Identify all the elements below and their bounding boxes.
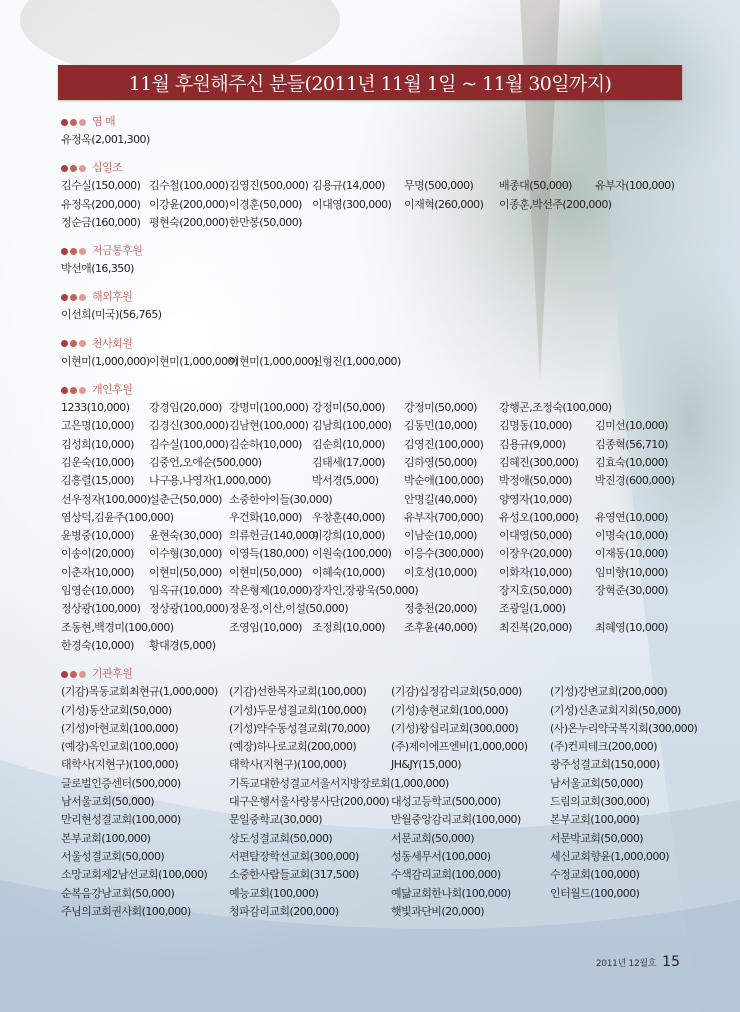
donor-entry: 정상광(100,000)	[61, 602, 141, 616]
donor-entry: 서편탐장학선교회(300,000)	[229, 849, 359, 863]
donor-entry: 1233(10,000)	[61, 401, 130, 415]
donor-entry: 설춘근(50,000)	[149, 492, 222, 506]
donor-entry: 조영임(10,000)	[229, 620, 302, 634]
donor-entry: 이원숙(100,000)	[312, 547, 392, 561]
donor-list	[61, 113, 701, 931]
donor-entry: 유영연(10,000)	[595, 510, 668, 524]
donor-entry: 김혜진(300,000)	[499, 455, 579, 469]
donor-row	[61, 399, 701, 417]
donor-row	[61, 564, 701, 582]
donor-entry: 만리현성결교회(100,000)	[61, 813, 181, 827]
donor-entry: 반월중앙감리교회(100,000)	[391, 813, 521, 827]
donor-entry: 유성오(100,000)	[499, 510, 579, 524]
donor-entry: (기성)왕십리교회(300,000)	[391, 721, 519, 735]
donor-entry: 기독교대한성결교서울서지방장로회(1,000,000)	[229, 776, 449, 790]
donor-entry: 신형진(1,000,000)	[312, 354, 401, 368]
donor-entry: 박정애(50,000)	[499, 474, 572, 488]
donor-entry: 수색감리교회(100,000)	[391, 868, 501, 882]
donor-entry: 이현미(50,000)	[149, 565, 222, 579]
donor-entry: 김흥렬(15,000)	[61, 474, 134, 488]
donor-entry: 이경훈(50,000)	[229, 197, 302, 211]
issue-label: 2011년 12월호	[595, 959, 657, 969]
donor-section	[61, 242, 701, 278]
donor-entry: 조정희(10,000)	[312, 620, 385, 634]
donor-entry: 박서경(5,000)	[312, 474, 379, 488]
section-heading	[61, 159, 701, 177]
donor-entry: 김효숙(10,000)	[595, 455, 668, 469]
donor-entry: 김용규(9,000)	[499, 437, 566, 451]
donor-row	[61, 903, 701, 921]
donor-entry: 태학사(지현구)(100,000)	[61, 758, 179, 772]
donor-row	[61, 454, 701, 472]
section-heading	[61, 335, 701, 353]
donor-section	[61, 288, 701, 324]
donor-entry: 이장우(20,000)	[499, 547, 572, 561]
donor-entry: 김영진(100,000)	[404, 437, 484, 451]
donor-row	[61, 353, 701, 371]
donor-row	[61, 619, 701, 637]
donor-entry: 김수실(100,000)	[149, 437, 229, 451]
section-heading	[61, 113, 701, 131]
donor-entry: 한만봉(50,000)	[229, 215, 302, 229]
donor-entry: 본부교회(100,000)	[550, 813, 640, 827]
donor-entry: 김남현(100,000)	[229, 419, 309, 433]
donor-row	[61, 811, 701, 829]
donor-entry: 서울성결교회(50,000)	[61, 849, 165, 863]
bullet-dots-icon	[61, 165, 86, 172]
donor-entry: JH&JY(15,000)	[391, 758, 461, 772]
donor-row	[61, 436, 701, 454]
donor-entry: 이강윤(200,000)	[149, 197, 229, 211]
donor-row	[61, 830, 701, 848]
donor-entry: 남서울교회(50,000)	[61, 795, 155, 809]
donor-entry: 이재동(10,000)	[595, 547, 668, 561]
donor-entry: (기감)십정감리교회(50,000)	[391, 685, 522, 699]
donor-entry: 대성고등학교(500,000)	[391, 795, 501, 809]
donor-entry: (기성)신촌교회지회(50,000)	[550, 703, 681, 717]
donor-entry: 정운정,이산,이설(50,000)	[229, 602, 349, 616]
donor-entry: 이송이(20,000)	[61, 547, 134, 561]
donor-entry: 박진경(600,000)	[595, 474, 675, 488]
section-heading	[61, 242, 701, 260]
page-number: 15	[662, 954, 680, 970]
donor-entry: 고은명(10,000)	[61, 419, 134, 433]
donor-entry: 이현미(1,000,000)	[61, 354, 150, 368]
donor-entry: 황대경(5,000)	[149, 638, 216, 652]
donor-entry: 이종훈,박선주(200,000)	[499, 197, 612, 211]
donor-entry: 김수실(150,000)	[61, 179, 141, 193]
donor-entry: 무명(500,000)	[404, 179, 474, 193]
donor-entry: 염상덕,김윤주(100,000)	[61, 510, 174, 524]
donor-row	[61, 214, 701, 232]
donor-entry: 성동세무서(100,000)	[391, 849, 491, 863]
section-heading	[61, 288, 701, 306]
donor-entry: 장혁준(30,000)	[595, 584, 668, 598]
donor-entry: 우건화(10,000)	[229, 510, 302, 524]
donor-entry: 태학사(지현구)(100,000)	[229, 758, 347, 772]
donor-entry: 강명미(100,000)	[229, 401, 309, 415]
donor-entry: 이명숙(10,000)	[595, 529, 668, 543]
donor-entry: 청파감리교회(200,000)	[229, 904, 339, 918]
donor-entry: 소망교회제2남선교회(100,000)	[61, 868, 208, 882]
donor-entry: 강정미(50,000)	[404, 401, 477, 415]
donor-entry: 나구용,나영자(1,000,000)	[149, 474, 271, 488]
section-heading	[61, 665, 701, 683]
donor-entry: 이응수(300,000)	[404, 547, 484, 561]
donor-entry: 평현숙(200,000)	[149, 215, 229, 229]
donor-entry: 이대영(300,000)	[312, 197, 392, 211]
donor-entry: 김중언,오애순(500,000)	[149, 455, 262, 469]
section-heading-label: 해외후원	[92, 290, 133, 304]
donor-entry: 임미향(10,000)	[595, 565, 668, 579]
donor-entry: 윤병중(10,000)	[61, 529, 134, 543]
donor-row	[61, 866, 701, 884]
donor-entry: 김운숙(10,000)	[61, 455, 134, 469]
donor-row	[61, 756, 701, 774]
donor-entry: 주님의교회권사회(100,000)	[61, 904, 191, 918]
donor-entry: (주)컨피테크(200,000)	[550, 740, 657, 754]
donor-entry: 김경신(300,000)	[149, 419, 229, 433]
donor-row	[61, 683, 701, 701]
donor-entry: 의류헌금(140,000)	[229, 529, 319, 543]
bullet-dots-icon	[61, 294, 86, 301]
donor-entry: 김수철(100,000)	[149, 179, 229, 193]
donor-entry: 윤현숙(30,000)	[149, 529, 222, 543]
donor-entry: 김영진(500,000)	[229, 179, 309, 193]
donor-row	[61, 582, 701, 600]
donor-section	[61, 381, 701, 655]
section-heading	[61, 381, 701, 399]
donor-entry: 박순애(100,000)	[404, 474, 484, 488]
donor-row	[61, 775, 701, 793]
donor-entry: 예닮교회한나회(100,000)	[391, 886, 511, 900]
donor-entry: 장지호(50,000)	[499, 584, 572, 598]
donor-entry: 광주성결교회(150,000)	[550, 758, 660, 772]
section-heading-label: 염 매	[92, 115, 116, 128]
donor-row	[61, 527, 701, 545]
donor-entry: 소중한아이들(30,000)	[229, 492, 333, 506]
donor-entry: 김성희(10,000)	[61, 437, 134, 451]
bullet-dots-icon	[61, 671, 86, 678]
donor-entry: 김미선(10,000)	[595, 419, 668, 433]
donor-entry: 이호성(10,000)	[404, 565, 477, 579]
donor-row	[61, 545, 701, 563]
donor-row	[61, 177, 701, 195]
donor-row	[61, 793, 701, 811]
bullet-dots-icon	[61, 248, 86, 255]
donor-entry: (기성)송현교회(100,000)	[391, 703, 509, 717]
donor-row	[61, 131, 701, 149]
page-footer	[596, 954, 680, 970]
donor-row	[61, 509, 701, 527]
donor-row	[61, 491, 701, 509]
donor-entry: 이강희(10,000)	[312, 529, 385, 543]
donor-entry: (기감)선한목자교회(100,000)	[229, 685, 367, 699]
donor-entry: (주)제이에프엔비(1,000,000)	[391, 740, 528, 754]
section-heading-label: 개인후원	[92, 383, 133, 397]
donor-section	[61, 113, 701, 149]
donor-entry: 최혜영(10,000)	[595, 620, 668, 634]
donor-entry: 드림의교회(300,000)	[550, 795, 650, 809]
donor-entry: 선우정자(100,000)	[61, 492, 151, 506]
donor-entry: 이수형(30,000)	[149, 547, 222, 561]
section-heading-label: 저금통후원	[92, 244, 143, 258]
donor-entry: (기성)아현교회(100,000)	[61, 721, 179, 735]
donor-section	[61, 335, 701, 371]
donor-section	[61, 665, 701, 921]
donor-entry: 정충천(20,000)	[404, 602, 477, 616]
donor-row	[61, 738, 701, 756]
donor-entry: 김태세(17,000)	[312, 455, 385, 469]
donor-entry: 본부교회(100,000)	[61, 831, 151, 845]
donor-entry: 김동민(10,000)	[404, 419, 477, 433]
donor-entry: 상도성결교회(50,000)	[229, 831, 333, 845]
donor-entry: 이재혁(260,000)	[404, 197, 484, 211]
donor-entry: (기성)동산교회(50,000)	[61, 703, 172, 717]
donor-entry: 박선애(16,350)	[61, 262, 134, 276]
donor-entry: 인터월드(100,000)	[550, 886, 640, 900]
donor-entry: 남서울교회(50,000)	[550, 776, 644, 790]
donor-entry: 이선희(미국)(56,765)	[61, 308, 162, 322]
donor-entry: 김남희(100,000)	[312, 419, 392, 433]
donor-entry: 배종대(50,000)	[499, 179, 572, 193]
donor-row	[61, 196, 701, 214]
section-heading-label: 기관후원	[92, 667, 133, 681]
donor-entry: (기성)두문성결교회(100,000)	[229, 703, 367, 717]
donor-row	[61, 472, 701, 490]
donor-row	[61, 637, 701, 655]
donor-entry: 이화자(10,000)	[499, 565, 572, 579]
donor-entry: 유부자(100,000)	[595, 179, 675, 193]
section-heading-label: 십일조	[92, 161, 123, 175]
donor-entry: 유정옥(2,001,300)	[61, 133, 150, 146]
donor-row	[61, 306, 701, 324]
donor-row	[61, 417, 701, 435]
donor-entry: 작은형제(10,000)	[229, 584, 312, 598]
donor-entry: 이춘자(10,000)	[61, 565, 134, 579]
donor-entry: 이현미(1,000,000)	[229, 354, 318, 368]
donor-entry: 유정옥(200,000)	[61, 197, 141, 211]
donor-entry: 순복음강남교회(50,000)	[61, 886, 175, 900]
donor-entry: (예장)옥인교회(100,000)	[61, 740, 179, 754]
donor-section	[61, 159, 701, 232]
donor-entry: 서문박교회(50,000)	[550, 831, 644, 845]
page-title: 11월 후원해주신 분들(2011년 11월 1일 ~ 11월 30일까지)	[58, 65, 682, 100]
donor-entry: 정순금(160,000)	[61, 215, 141, 229]
donor-entry: 조광일(1,000)	[499, 602, 566, 616]
donor-entry: 임영순(10,000)	[61, 584, 134, 598]
donor-row	[61, 600, 701, 618]
donor-entry: 대구은행서울사랑봉사단(200,000)	[229, 795, 389, 809]
donor-entry: 강정미(50,000)	[312, 401, 385, 415]
donor-entry: 한경숙(10,000)	[61, 638, 134, 652]
donor-entry: 조동현,백경미(100,000)	[61, 620, 174, 634]
donor-entry: 김종혁(56,710)	[595, 437, 668, 451]
donor-entry: 예능교회(100,000)	[229, 886, 319, 900]
donor-entry: 햇빛과단비(20,000)	[391, 904, 485, 918]
donor-entry: 이남순(10,000)	[404, 529, 477, 543]
donor-entry: 수정교회(100,000)	[550, 868, 640, 882]
bullet-dots-icon	[61, 387, 86, 394]
donor-entry: 세신교회향윤(1,000,000)	[550, 849, 669, 863]
donor-row	[61, 848, 701, 866]
donor-entry: 정상광(100,000)	[149, 602, 229, 616]
section-heading-label: 천사회원	[92, 336, 133, 350]
donor-entry: 이현미(1,000,000)	[149, 354, 238, 368]
donor-entry: 김순희(10,000)	[312, 437, 385, 451]
donor-entry: (기감)목동교회최현규(1,000,000)	[61, 685, 218, 699]
donor-row	[61, 720, 701, 738]
donor-entry: 이영득(180,000)	[229, 547, 309, 561]
donor-entry: (예장)하나로교회(200,000)	[229, 740, 357, 754]
donor-entry: 유부자(700,000)	[404, 510, 484, 524]
donor-entry: 장자인,장광욱(50,000)	[312, 584, 419, 598]
donor-entry: 글로벌인증센터(500,000)	[61, 776, 181, 790]
donor-entry: 김명동(10,000)	[499, 419, 572, 433]
donor-entry: 김용규(14,000)	[312, 179, 385, 193]
donor-entry: 김순하(10,000)	[229, 437, 302, 451]
donor-entry: 우창훈(40,000)	[312, 510, 385, 524]
donor-entry: 문일중학교(30,000)	[229, 813, 323, 827]
donor-entry: 이대영(50,000)	[499, 529, 572, 543]
donor-entry: 이혜숙(10,000)	[312, 565, 385, 579]
donor-entry: 강행곤,조정숙(100,000)	[499, 401, 612, 415]
donor-entry: 소중한사람들교회(317,500)	[229, 868, 359, 882]
donor-entry: 조후윤(40,000)	[404, 620, 477, 634]
donor-entry: 서문교회(50,000)	[391, 831, 474, 845]
donor-entry: 안명길(40,000)	[404, 492, 477, 506]
donor-entry: 강경임(20,000)	[149, 401, 222, 415]
donor-entry: (사)온누리약국복지회(300,000)	[550, 721, 698, 735]
bullet-dots-icon	[61, 340, 86, 347]
donor-entry: 이현미(50,000)	[229, 565, 302, 579]
donor-entry: (기성)강변교회(200,000)	[550, 685, 668, 699]
bullet-dots-icon	[61, 119, 86, 126]
donor-entry: 양영자(10,000)	[499, 492, 572, 506]
donor-row	[61, 260, 701, 278]
donor-entry: 임옥규(10,000)	[149, 584, 222, 598]
donor-row	[61, 885, 701, 903]
donor-row	[61, 702, 701, 720]
donor-entry: 최진복(20,000)	[499, 620, 572, 634]
donor-entry: 김하영(50,000)	[404, 455, 477, 469]
donor-entry: (기성)약수동성결교회(70,000)	[229, 721, 370, 735]
